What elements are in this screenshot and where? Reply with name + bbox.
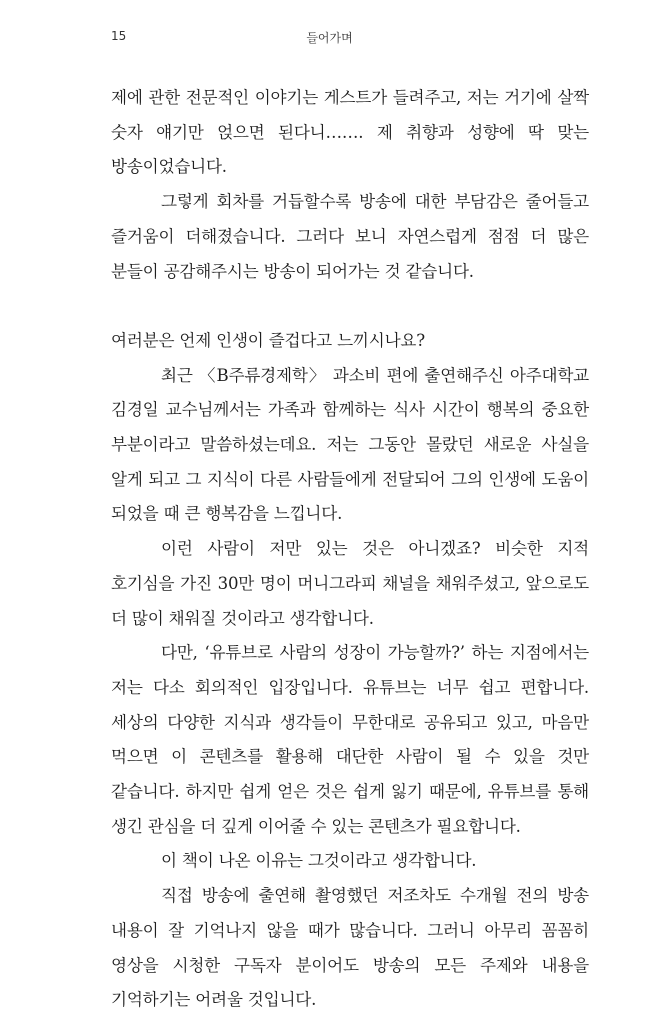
paragraph: 최근 〈B주류경제학〉 과소비 편에 출연해주신 아주대학교 김경일 교수님께서는 가족과 함께하는 식사 시간이 행복의 중요한 부분이라고 말씀하셨는데요. 저는 그동안 몰랐던 새로운 사실을 알게 되고 그 지식이 다른 사람들에게 전달되어 그의 인생에 도움이 되었을 때 큰 행복감을 느낍니다. [111,365,589,524]
page-number: 15 [111,29,127,43]
paragraph-continued: 제에 관한 전문적인 이야기는 게스트가 들려주고, 저는 거기에 살짝 숫자 얘기만 얹으면 된다니……. 제 취향과 성향에 딱 맞는 방송이었습니다. [111,88,589,177]
paragraph: 이 책이 나온 이유는 그것이라고 생각합니다. [161,851,477,871]
paragraph-question: 여러분은 언제 인생이 즐겁다고 느끼시나요? [111,330,425,350]
body-text [111,81,589,1018]
paragraph: 이런 사람이 저만 있는 것은 아니겠죠? 비슷한 지적 호기심을 가진 30만 명이 머니그라피 채널을 채워주셨고, 앞으로도 더 많이 채워질 것이라고 생각합니다. [111,539,589,628]
running-head: 들어가며 [306,31,353,45]
paragraph: 그렇게 회차를 거듭할수록 방송에 대한 부담감은 줄어들고 즐거움이 더해졌습니다. 그러다 보니 자연스럽게 점점 더 많은 분들이 공감해주시는 방송이 되어가는 것 같습니다. [111,192,589,281]
paragraph: 다만, ‘유튜브로 사람의 성장이 가능할까?’ 하는 지점에서는 저는 다소 회의적인 입장입니다. 유튜브는 너무 쉽고 편합니다. 세상의 다양한 지식과 생각들이 무한대로 공유되고 있고, 마음만 먹으면 이 콘텐츠를 활용해 대단한 사람이 될 수 있을 것만 같습니다. 하지만 쉽게 얻은 것은 쉽게 잃기 때문에, 유튜브를 통해 생긴 관심을 더 깊게 이어줄 수 있는 콘텐츠가 필요합니다. [111,643,589,836]
section-break [111,289,589,324]
paragraph: 직접 방송에 출연해 촬영했던 저조차도 수개월 전의 방송 내용이 잘 기억나지 않을 때가 많습니다. 그러니 아무리 꼼꼼히 영상을 시청한 구독자 분이어도 방송의 모든 주제와 내용을 기억하기는 어려울 것입니다. [111,886,589,1010]
